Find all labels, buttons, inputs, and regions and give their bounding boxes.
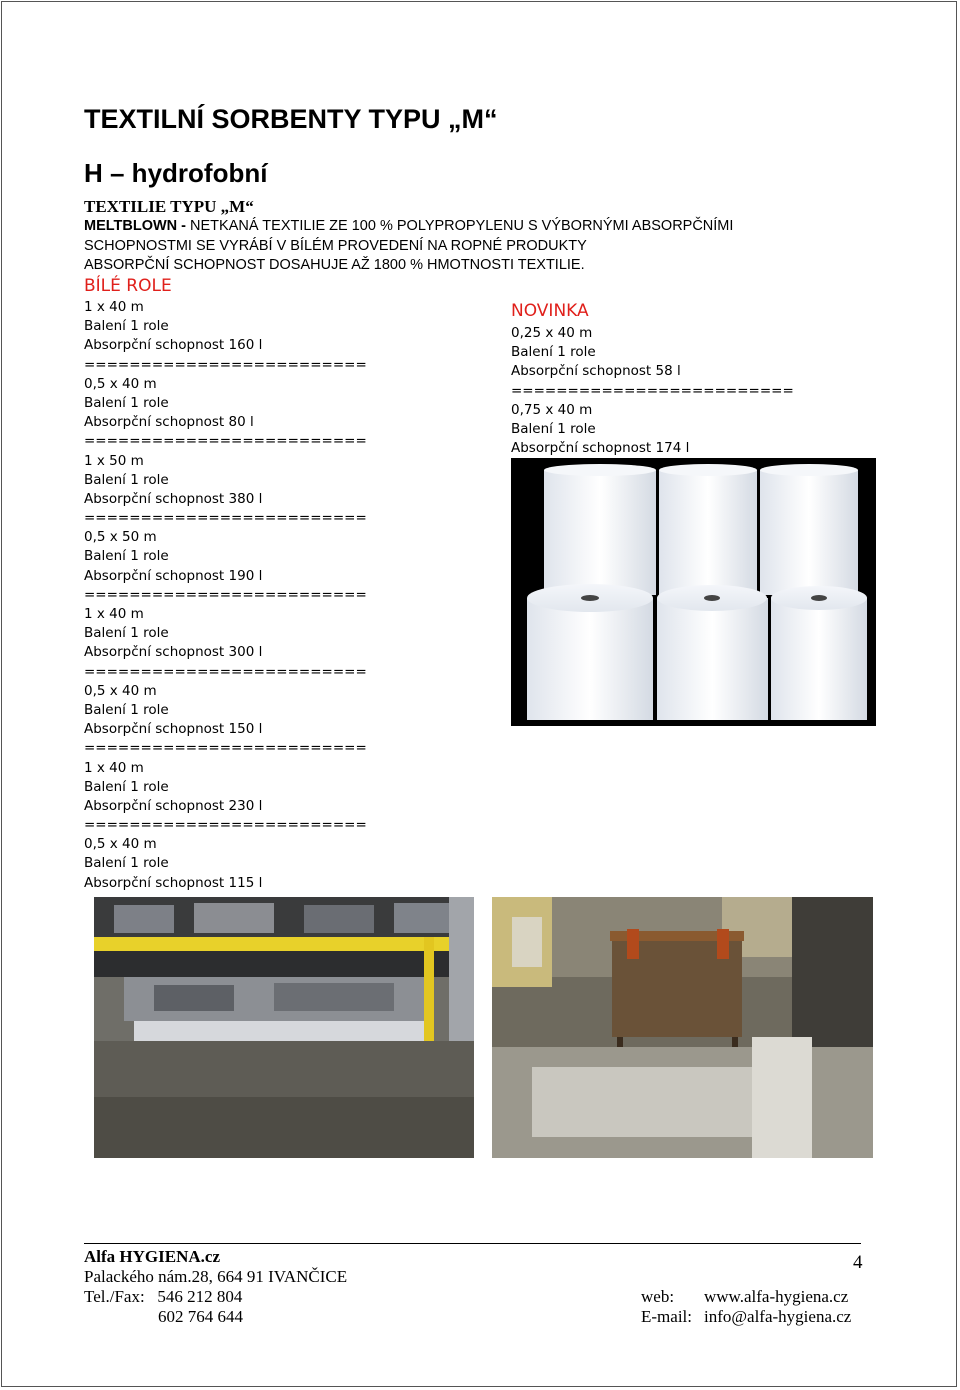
product-size: 0,5 x 40 m [84,682,157,699]
product-pack: Balení 1 role [84,548,169,565]
product-pack: Balení 1 role [84,318,169,335]
product-item [84,375,367,433]
description-line-2: SCHOPNOSTMI SE VYRÁBÍ V BÍLÉM PROVEDENÍ NA ROPNÉ PRODUKTY [84,237,587,254]
product-size: 1 x 50 m [84,452,144,469]
product-item [84,759,367,817]
product-pack: Balení 1 role [511,344,596,361]
product-pack: Balení 1 role [84,855,169,872]
separator: ========================= [511,382,794,399]
product-item [84,605,367,663]
container-application-photo [492,897,873,1158]
product-item [511,324,794,382]
product-capacity: Absorpční schopnost 80 l [84,414,254,431]
product-capacity: Absorpční schopnost 58 l [511,363,681,380]
separator: ========================= [84,663,367,680]
sorbent-rolls-image [511,458,876,726]
description-line-3: ABSORPČNÍ SCHOPNOST DOSAHUJE AŽ 1800 % HMOTNOSTI TEXTILIE. [84,257,585,273]
new-products-heading: NOVINKA [511,301,589,321]
footer-phone-line [84,1287,242,1307]
separator: ========================= [84,510,367,527]
product-pack: Balení 1 role [84,471,169,488]
product-pack: Balení 1 role [84,701,169,718]
product-capacity: Absorpční schopnost 380 l [84,490,263,507]
separator: ========================= [84,586,367,603]
product-capacity: Absorpční schopnost 230 l [84,797,263,814]
footer-email-label: E-mail: [641,1307,692,1326]
new-products-list [511,300,794,458]
product-item [84,298,367,356]
product-description [84,217,733,276]
footer-company-name: Alfa HYGIENA.cz [84,1247,220,1266]
page-title: TEXTILNÍ SORBENTY TYPU „M“ [84,104,498,134]
product-item [84,835,367,893]
product-capacity: Absorpční schopnost 160 l [84,337,263,354]
machine-image [94,897,474,1158]
product-pack: Balení 1 role [84,778,169,795]
product-pack: Balení 1 role [84,625,169,642]
footer-phone-label: Tel./Fax: [84,1287,145,1306]
page-subtitle: H – hydrofobní [84,158,268,188]
description-text-1: NETKANÁ TEXTILIE ZE 100 % POLYPROPYLENU S VÝBORNÝMI ABSORPČNÍMI [186,218,734,234]
product-item [84,528,367,586]
footer-email-link[interactable]: info@alfa-hygiena.cz [704,1307,852,1326]
machine-application-photo [94,897,474,1158]
product-size: 1 x 40 m [84,299,144,315]
product-size: 1 x 40 m [84,606,144,622]
product-pack: Balení 1 role [84,394,169,411]
separator: ========================= [84,740,367,757]
page-number: 4 [853,1252,863,1273]
footer-web-label: web: [641,1287,675,1306]
product-item [84,452,367,510]
product-size: 0,75 x 40 m [511,401,593,418]
description-bold: MELTBLOWN - [84,218,187,234]
product-size: 0,5 x 50 m [84,529,157,546]
product-pack: Balení 1 role [511,420,596,437]
separator: ========================= [84,817,367,834]
section-subheading: TEXTILIE TYPU „M“ [84,197,254,216]
product-capacity: Absorpční schopnost 115 l [84,874,263,891]
product-item [84,682,367,740]
footer-address: Palackého nám.28, 664 91 IVANČICE [84,1267,348,1286]
product-size: 0,5 x 40 m [84,836,157,853]
product-size: 0,25 x 40 m [511,325,593,341]
product-capacity: Absorpční schopnost 174 l [511,440,690,457]
white-rolls-heading: BÍLÉ ROLE [84,276,172,296]
footer-web-link[interactable]: www.alfa-hygiena.cz [704,1287,849,1306]
product-capacity: Absorpční schopnost 300 l [84,644,263,661]
container-image [492,897,873,1158]
separator: ========================= [84,356,367,373]
product-size: 1 x 40 m [84,759,144,776]
footer-divider [84,1243,861,1244]
footer-phone-2: 602 764 644 [158,1307,243,1326]
product-size: 0,5 x 40 m [84,375,157,392]
product-capacity: Absorpční schopnost 150 l [84,721,263,738]
white-rolls-list [84,276,367,893]
footer-phone-1: 546 212 804 [157,1287,243,1306]
sorbent-rolls-photo [511,458,876,726]
separator: ========================= [84,433,367,450]
description-line-1 [84,217,733,237]
product-item [511,401,794,459]
product-capacity: Absorpční schopnost 190 l [84,567,263,584]
